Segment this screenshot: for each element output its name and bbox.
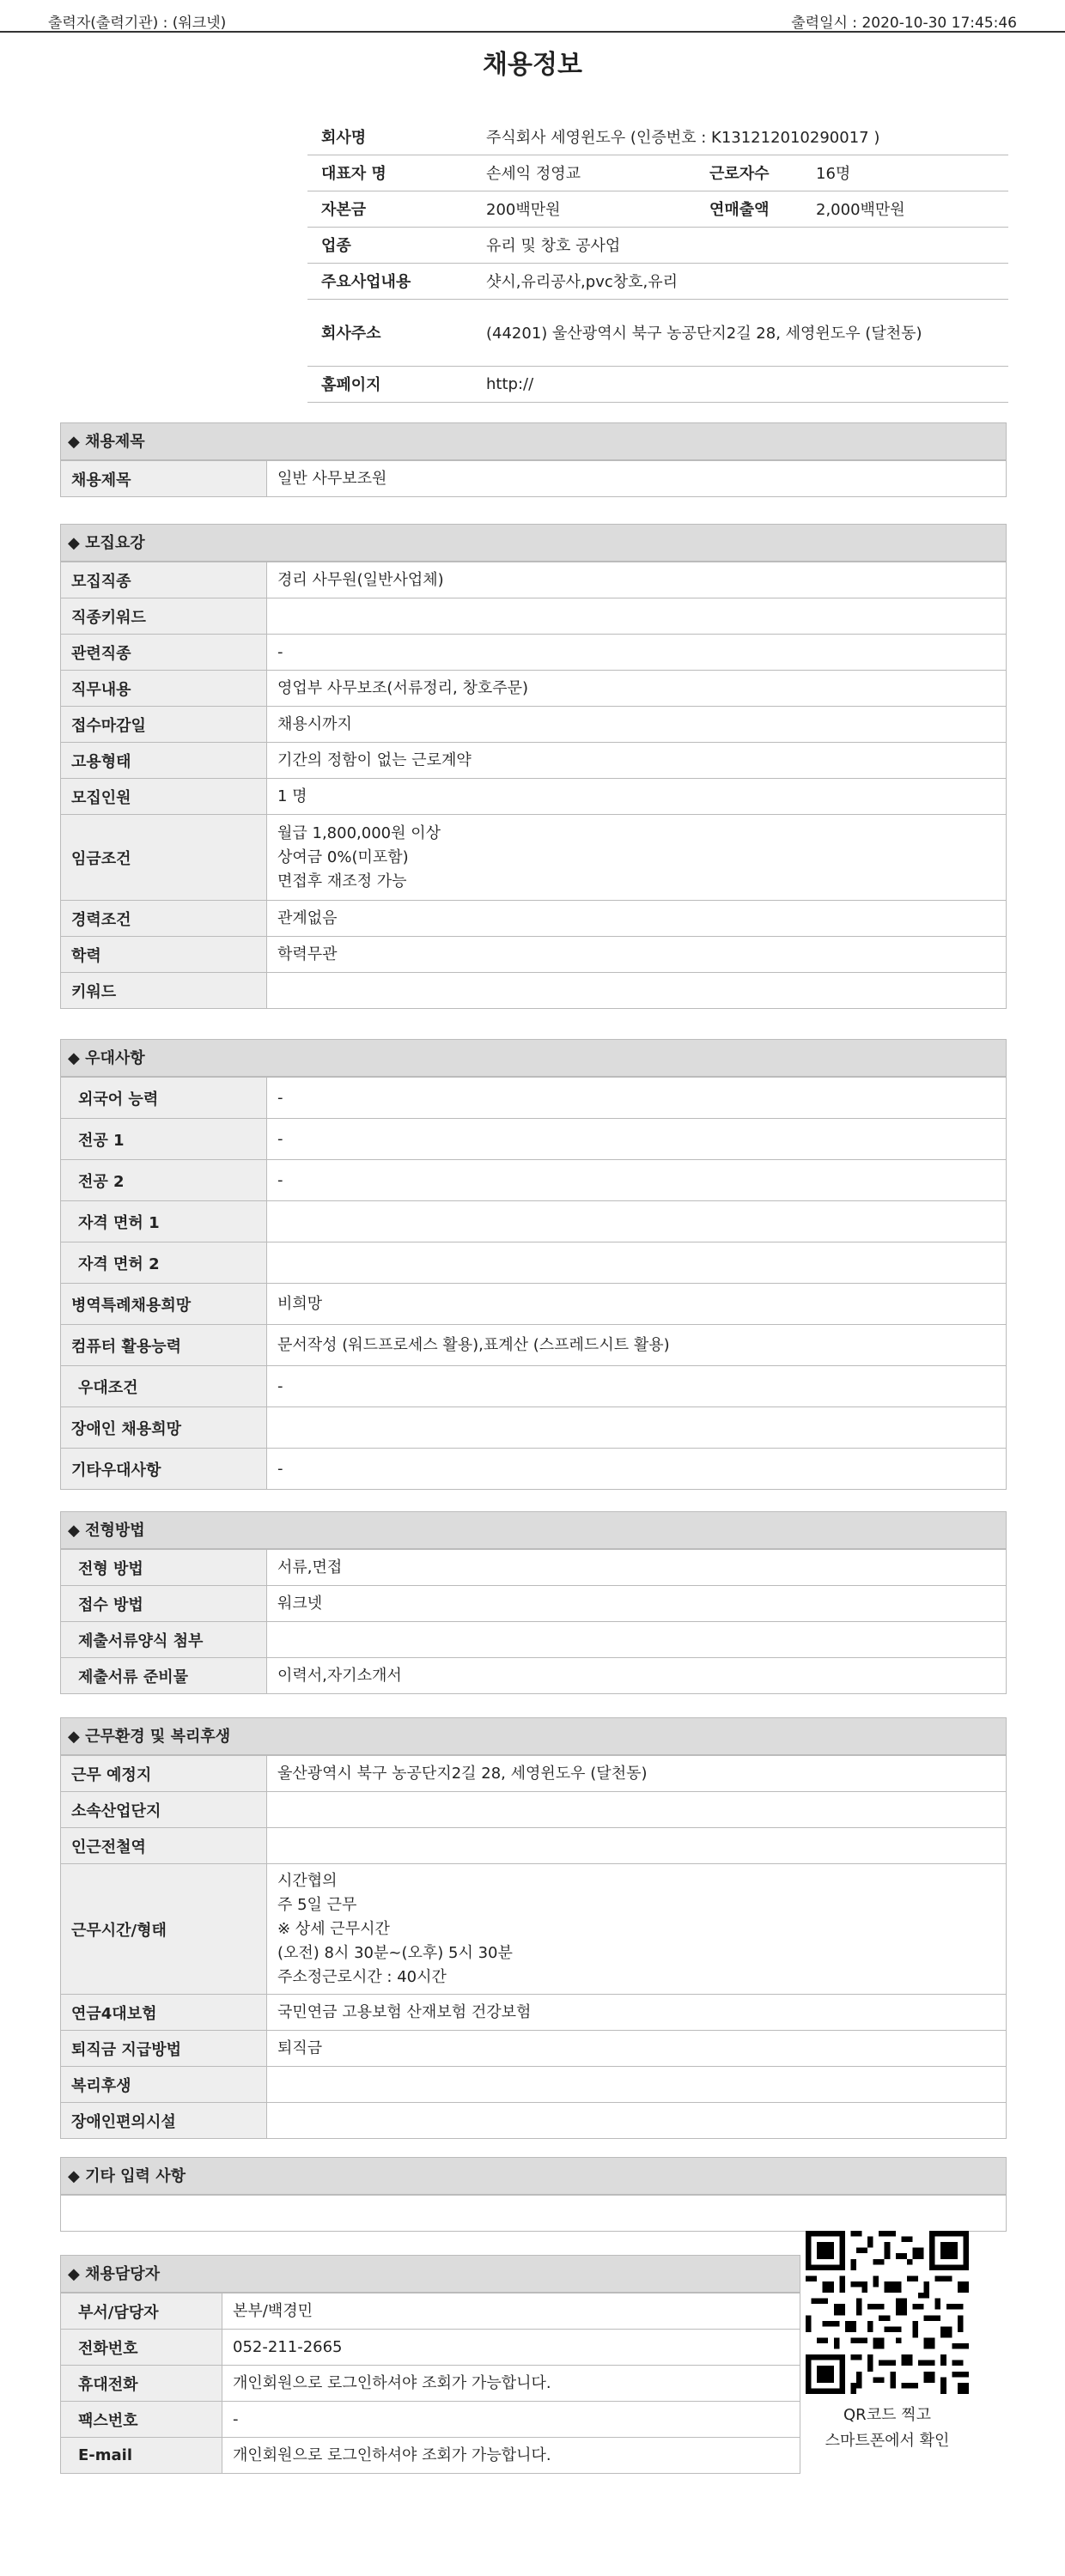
contact-section [60,2255,800,2474]
company-info-table [307,118,1008,403]
row-label: 퇴직금 지급방법 [61,2031,267,2067]
table-row [61,1160,1007,1201]
table-row [61,1449,1007,1490]
row-label: 전형 방법 [61,1550,267,1586]
row-label: 관련직종 [61,635,267,671]
table-row [61,973,1007,1009]
table-row [61,1366,1007,1407]
row-value: 개인회원으로 로그인하셔야 조회가 가능합니다. [222,2438,800,2474]
row-value: 개인회원으로 로그인하셔야 조회가 가능합니다. [222,2366,800,2402]
other-content [61,2196,1007,2232]
row-label: 제출서류양식 첨부 [61,1622,267,1658]
table-row [61,901,1007,937]
table-row [61,1828,1007,1864]
table-row [61,707,1007,743]
row-value: 학력무관 [267,937,1007,973]
print-datetime: 출력일시 : 2020-10-30 17:45:46 [791,15,1017,32]
row-value: 영업부 사무보조(서류정리, 창호주문) [267,671,1007,707]
row-value [267,973,1007,1009]
requirements-section [60,524,1007,1009]
row-value: - [267,1078,1007,1119]
table-row [61,937,1007,973]
business-value: 샷시,유리공사,pvc창호,유리 [472,263,1008,299]
wage-line: 상여금 0%(미포함) [277,848,409,866]
table-row [61,1119,1007,1160]
table-row [61,1622,1007,1658]
row-label: 자격 면허 2 [61,1242,267,1284]
table-row [61,461,1007,497]
table-row [61,1078,1007,1119]
row-label: E-mail [61,2438,222,2474]
row-label: 기타우대사항 [61,1449,267,1490]
row-value: 일반 사무보조원 [267,461,1007,497]
row-label: 인근전철역 [61,1828,267,1864]
print-issuer: 출력자(출력기관) : (워크넷) [48,15,227,32]
row-label: 전공 1 [61,1119,267,1160]
ceo-label: 대표자 명 [307,155,472,191]
row-value: 울산광역시 북구 농공단지2길 28, 세영윈도우 (달천동) [267,1756,1007,1792]
row-label: 경력조건 [61,901,267,937]
row-label: 모집인원 [61,779,267,815]
qr-caption-line: QR코드 찍고 [843,2406,931,2424]
workers-value: 16명 [802,155,1008,191]
table-row [61,1586,1007,1622]
table-row [61,1995,1007,2031]
row-label: 근무시간/형태 [61,1864,267,1995]
company-name-value: 주식회사 세영윈도우 (인증번호 : K131212010290017 ) [472,118,1008,155]
company-name-label: 회사명 [307,118,472,155]
table-row [61,779,1007,815]
selection-section [60,1511,1007,1694]
wage-line: 면접후 재조정 가능 [277,872,407,890]
table-row [61,1242,1007,1284]
row-value: 채용시까지 [267,707,1007,743]
table-row [61,2031,1007,2067]
table-row [61,671,1007,707]
row-value [267,1864,1007,1995]
work-hours-line: ※ 상세 근무시간 [277,1919,390,1938]
section-header: ◆ 전형방법 [60,1511,1007,1549]
work-hours-line: 주소정근로시간 : 40시간 [277,1967,447,1986]
row-value [267,1201,1007,1242]
row-value [267,2067,1007,2103]
row-label: 전공 2 [61,1160,267,1201]
qr-caption-line: 스마트폰에서 확인 [825,2432,950,2450]
table-row [61,2067,1007,2103]
row-label: 자격 면허 1 [61,1201,267,1242]
table-row [61,1792,1007,1828]
row-value: 본부/백경민 [222,2293,800,2330]
row-value [267,815,1007,901]
workers-label: 근로자수 [696,155,802,191]
section-header: ◆ 채용제목 [60,422,1007,460]
row-label: 모집직종 [61,562,267,598]
qr-caption [780,2403,995,2454]
row-label: 고용형태 [61,743,267,779]
row-value: - [267,1119,1007,1160]
table-row [61,635,1007,671]
row-value [267,1792,1007,1828]
wage-line: 월급 1,800,000원 이상 [277,823,441,842]
section-header: ◆ 우대사항 [60,1039,1007,1077]
table-row [61,2438,800,2474]
row-label: 학력 [61,937,267,973]
row-label: 임금조건 [61,815,267,901]
table-row [61,743,1007,779]
row-label: 연금4대보험 [61,1995,267,2031]
row-value: - [222,2402,800,2438]
row-value: - [267,635,1007,671]
row-label: 소속산업단지 [61,1792,267,1828]
capital-value: 200백만원 [472,191,696,227]
row-value [267,1242,1007,1284]
row-label: 직무내용 [61,671,267,707]
row-value: 기간의 정함이 없는 근로계약 [267,743,1007,779]
row-value: 문서작성 (워드프로세스 활용),표계산 (스프레드시트 활용) [267,1325,1007,1366]
row-label: 장애인 채용희망 [61,1407,267,1449]
row-label: 장애인편의시설 [61,2103,267,2139]
table-row [61,1325,1007,1366]
table-row [61,815,1007,901]
table-row [61,2366,800,2402]
work-hours-line: 시간협의 [277,1871,338,1890]
row-value [267,1407,1007,1449]
page-title: 채용정보 [483,50,582,80]
row-value: - [267,1366,1007,1407]
row-label: 병역특례채용희망 [61,1284,267,1325]
address-value: (44201) 울산광역시 북구 농공단지2길 28, 세영윈도우 (달천동) [472,299,1008,366]
row-value: - [267,1160,1007,1201]
section-header: ◆ 채용담당자 [60,2255,800,2293]
ceo-value: 손세익 정영교 [472,155,696,191]
row-value: 052-211-2665 [222,2330,800,2366]
other-section [60,2157,1007,2232]
preferences-section [60,1039,1007,1490]
table-row [61,1864,1007,1995]
row-label: 휴대전화 [61,2366,222,2402]
row-value: 1 명 [267,779,1007,815]
revenue-label: 연매출액 [696,191,802,227]
work-hours-line: (오전) 8시 30분~(오후) 5시 30분 [277,1943,513,1962]
section-header: ◆ 모집요강 [60,524,1007,562]
row-label: 팩스번호 [61,2402,222,2438]
row-value: 워크넷 [267,1586,1007,1622]
row-value: - [267,1449,1007,1490]
row-value [267,1828,1007,1864]
row-value: 서류,면접 [267,1550,1007,1586]
row-value: 경리 사무원(일반사업체) [267,562,1007,598]
row-label: 복리후생 [61,2067,267,2103]
work-hours-line: 주 5일 근무 [277,1895,357,1914]
table-row [61,1756,1007,1792]
row-label: 접수마감일 [61,707,267,743]
revenue-value: 2,000백만원 [802,191,1008,227]
row-value [267,2103,1007,2139]
capital-label: 자본금 [307,191,472,227]
homepage-link[interactable]: http:// [472,366,1008,402]
row-value: 비희망 [267,1284,1007,1325]
table-row [61,2103,1007,2139]
row-label: 채용제목 [61,461,267,497]
table-row [61,2196,1007,2232]
row-label: 제출서류 준비물 [61,1658,267,1694]
row-label: 우대조건 [61,1366,267,1407]
section-header: ◆ 근무환경 및 복리후생 [60,1717,1007,1755]
print-header [0,9,1065,33]
row-label: 근무 예정지 [61,1756,267,1792]
row-value [267,1622,1007,1658]
table-row [61,598,1007,635]
row-label: 전화번호 [61,2330,222,2366]
job-title-section [60,422,1007,497]
row-value: 이력서,자기소개서 [267,1658,1007,1694]
table-row [61,2402,800,2438]
table-row [61,2293,800,2330]
row-value: 퇴직금 [267,2031,1007,2067]
table-row [61,1284,1007,1325]
row-value: 국민연금 고용보험 산재보험 건강보험 [267,1995,1007,2031]
table-row [61,1658,1007,1694]
row-label: 외국어 능력 [61,1078,267,1119]
business-label: 주요사업내용 [307,263,472,299]
table-row [61,1550,1007,1586]
row-value: 관계없음 [267,901,1007,937]
table-row [61,2330,800,2366]
row-label: 컴퓨터 활용능력 [61,1325,267,1366]
table-row [61,1201,1007,1242]
section-header: ◆ 기타 입력 사항 [60,2157,1007,2195]
table-row [61,1407,1007,1449]
homepage-label: 홈페이지 [307,366,472,402]
environment-section [60,1717,1007,2139]
row-label: 키워드 [61,973,267,1009]
row-label: 부서/담당자 [61,2293,222,2330]
industry-label: 업종 [307,227,472,263]
row-label: 직종키워드 [61,598,267,635]
qr-code-icon[interactable] [806,2231,969,2394]
row-label: 접수 방법 [61,1586,267,1622]
industry-value: 유리 및 창호 공사업 [472,227,1008,263]
address-label: 회사주소 [307,299,472,366]
table-row [61,562,1007,598]
row-value [267,598,1007,635]
